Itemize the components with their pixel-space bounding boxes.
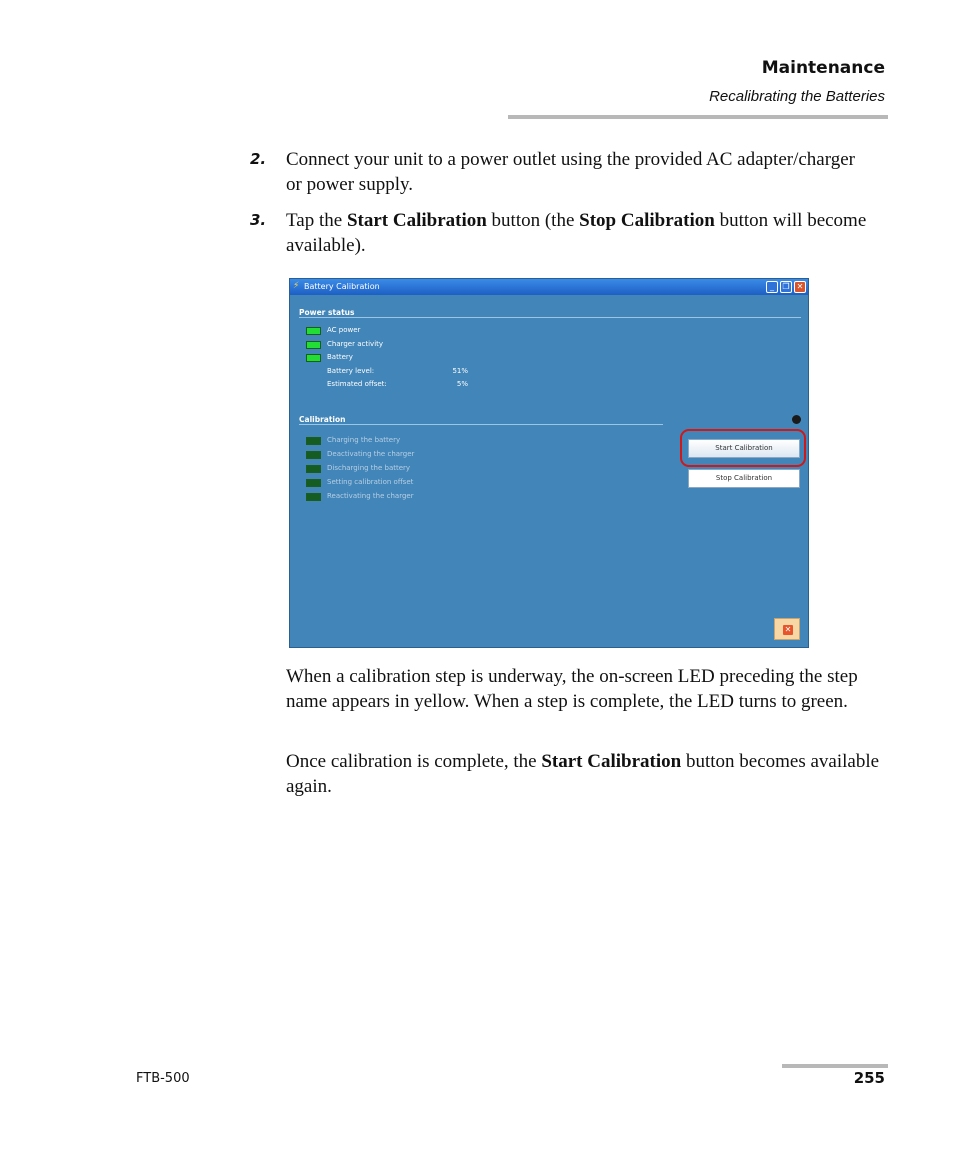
footer-rule — [782, 1064, 888, 1068]
calibration-step-led — [306, 451, 321, 459]
section-rule — [299, 317, 801, 318]
minimize-icon[interactable]: _ — [766, 281, 778, 293]
calibration-step-led — [306, 493, 321, 501]
calibration-title: Calibration — [299, 415, 346, 424]
calibration-step-led — [306, 465, 321, 473]
step-text-part: button will become available). — [286, 210, 867, 256]
stop-calibration-button[interactable]: Stop Calibration — [688, 469, 800, 488]
footer-product: FTB-500 — [136, 1071, 190, 1086]
paragraph-part: button becomes available again. — [286, 751, 880, 797]
calibration-step-label: Discharging the battery — [327, 464, 411, 472]
step-text — [286, 208, 870, 258]
step-text-part: Tap the — [286, 210, 347, 231]
window-title: Battery Calibration — [304, 282, 380, 291]
battery-level-value: 51% — [452, 367, 468, 375]
section-rule — [299, 424, 663, 425]
calibration-step-led — [306, 437, 321, 445]
step-3 — [250, 208, 870, 258]
power-status-title: Power status — [299, 308, 355, 317]
paragraph-led-info: When a calibration step is underway, the on-screen LED preceding the step name appears in yellow. When a step is complete, the LED turns to green. — [286, 666, 858, 712]
restore-icon[interactable]: ❐ — [780, 281, 792, 293]
step-number: 2. — [250, 150, 267, 168]
window-titlebar — [290, 279, 808, 295]
battery-led — [306, 354, 321, 362]
paragraph-part: Once calibration is complete, the — [286, 751, 542, 772]
calibration-step-label: Reactivating the charger — [327, 492, 414, 500]
start-calibration-button[interactable]: Start Calibration — [688, 439, 800, 458]
step-text: Connect your unit to a power outlet using the provided AC adapter/charger or power supply. — [286, 149, 855, 195]
start-calibration-ref: Start Calibration — [541, 751, 682, 772]
paragraph-completion — [286, 749, 886, 799]
start-calibration-ref: Start Calibration — [346, 210, 487, 231]
calibration-step-label: Deactivating the charger — [327, 450, 415, 458]
estimated-offset-label: Estimated offset: — [327, 380, 387, 388]
battery-level-label: Battery level: — [327, 367, 375, 375]
battery-label: Battery — [327, 353, 353, 361]
battery-app-icon: ⚡ — [293, 281, 300, 291]
highlight-circle — [680, 429, 806, 467]
running-header-title: Maintenance — [761, 58, 885, 78]
running-header-subtitle: Recalibrating the Batteries — [709, 88, 885, 105]
step-2 — [250, 147, 870, 197]
exit-icon: ✕ — [784, 625, 792, 634]
ac-power-led — [306, 327, 321, 335]
calibration-step-label: Setting calibration offset — [327, 478, 414, 486]
ac-power-label: AC power — [327, 326, 361, 334]
battery-calibration-window — [289, 278, 809, 648]
stop-calibration-ref: Stop Calibration — [579, 210, 715, 231]
charger-activity-led — [306, 341, 321, 349]
estimated-offset-value: 5% — [456, 380, 468, 388]
page-number: 255 — [853, 1069, 885, 1087]
charger-activity-label: Charger activity — [327, 340, 384, 348]
exit-button[interactable] — [774, 618, 800, 640]
calibration-step-led — [306, 479, 321, 487]
step-number: 3. — [250, 211, 267, 229]
header-rule — [508, 115, 888, 119]
status-indicator-icon — [792, 415, 801, 424]
close-icon[interactable]: ✕ — [794, 281, 806, 293]
calibration-step-label: Charging the battery — [327, 436, 401, 444]
step-text-part: button (the — [486, 210, 580, 231]
